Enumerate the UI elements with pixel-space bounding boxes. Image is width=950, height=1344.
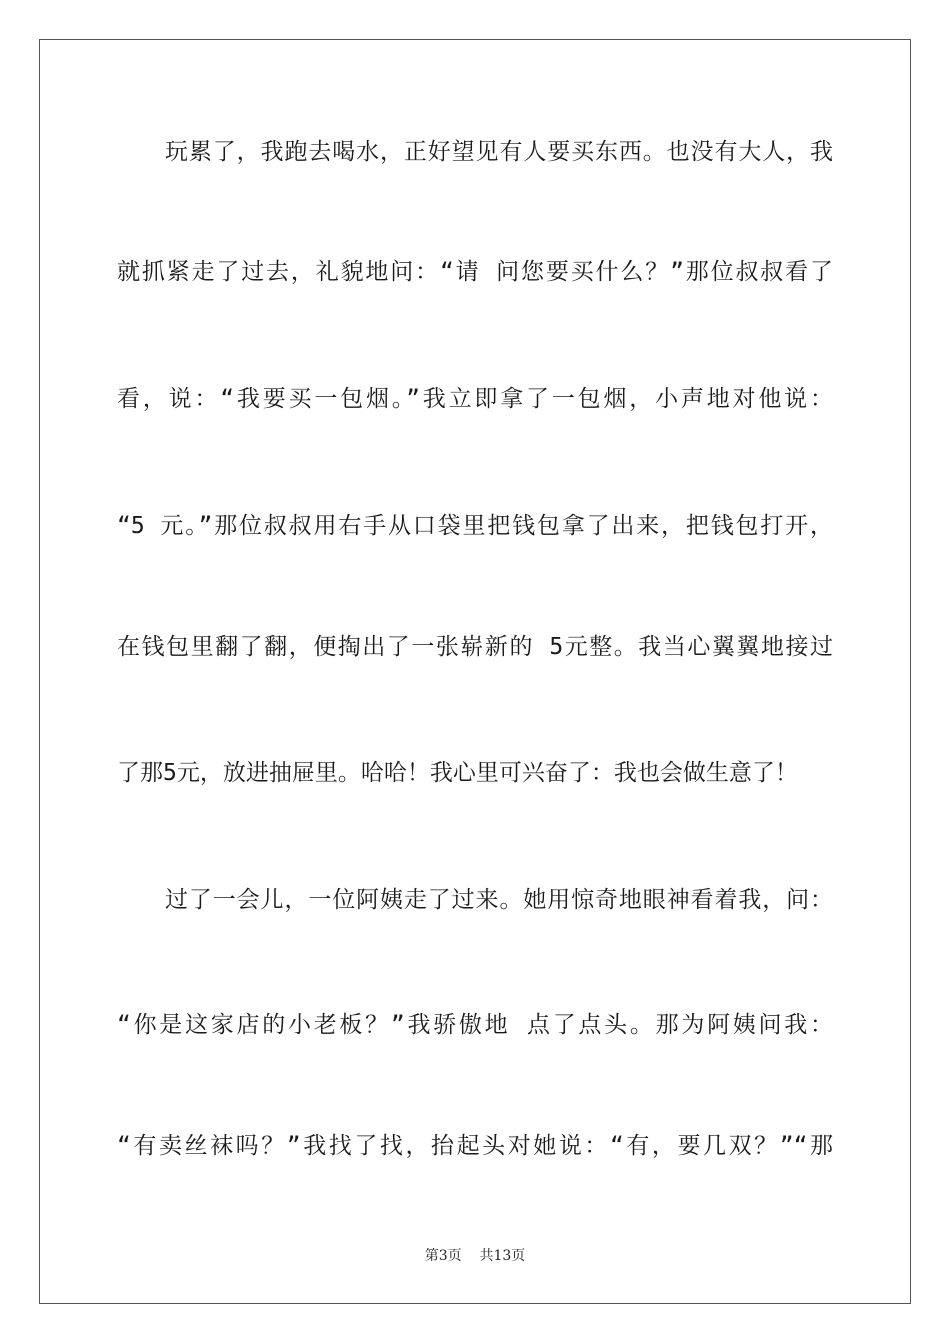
text-line-6: 了那5元，放进抽屉里。哈哈！我心里可兴奋了：我也会做生意了！	[117, 760, 798, 786]
page-border	[39, 39, 911, 1304]
text-line-1: 玩累了，我跑去喝水，正好望见有人要买东西。也没有大人，我	[165, 139, 833, 165]
text-line-2: 就抓紧走了过去，礼貌地问：“请 问您要买什么？”那位叔叔看了	[117, 259, 833, 285]
page-footer	[0, 1246, 950, 1266]
text-line-8: “你是这家店的小老板？”我骄傲地 点了点头。那为阿姨问我：	[117, 1012, 833, 1038]
page-total: 共13页	[479, 1248, 526, 1264]
text-line-3: 看，说：“我要买一包烟。”我立即拿了一包烟，小声地对他说：	[117, 386, 833, 412]
text-line-7: 过了一会儿，一位阿姨走了过来。她用惊奇地眼神看着我，问：	[165, 887, 833, 913]
text-line-5: 在钱包里翻了翻，便掏出了一张崭新的 5元整。我当心翼翼地接过	[117, 634, 833, 660]
text-line-4: “5 元。”那位叔叔用右手从口袋里把钱包拿了出来，把钱包打开，	[117, 513, 833, 539]
text-line-9: “有卖丝袜吗？”我找了找，抬起头对她说：“有，要几双？”“那	[117, 1133, 833, 1159]
page-number: 第3页	[424, 1248, 462, 1264]
